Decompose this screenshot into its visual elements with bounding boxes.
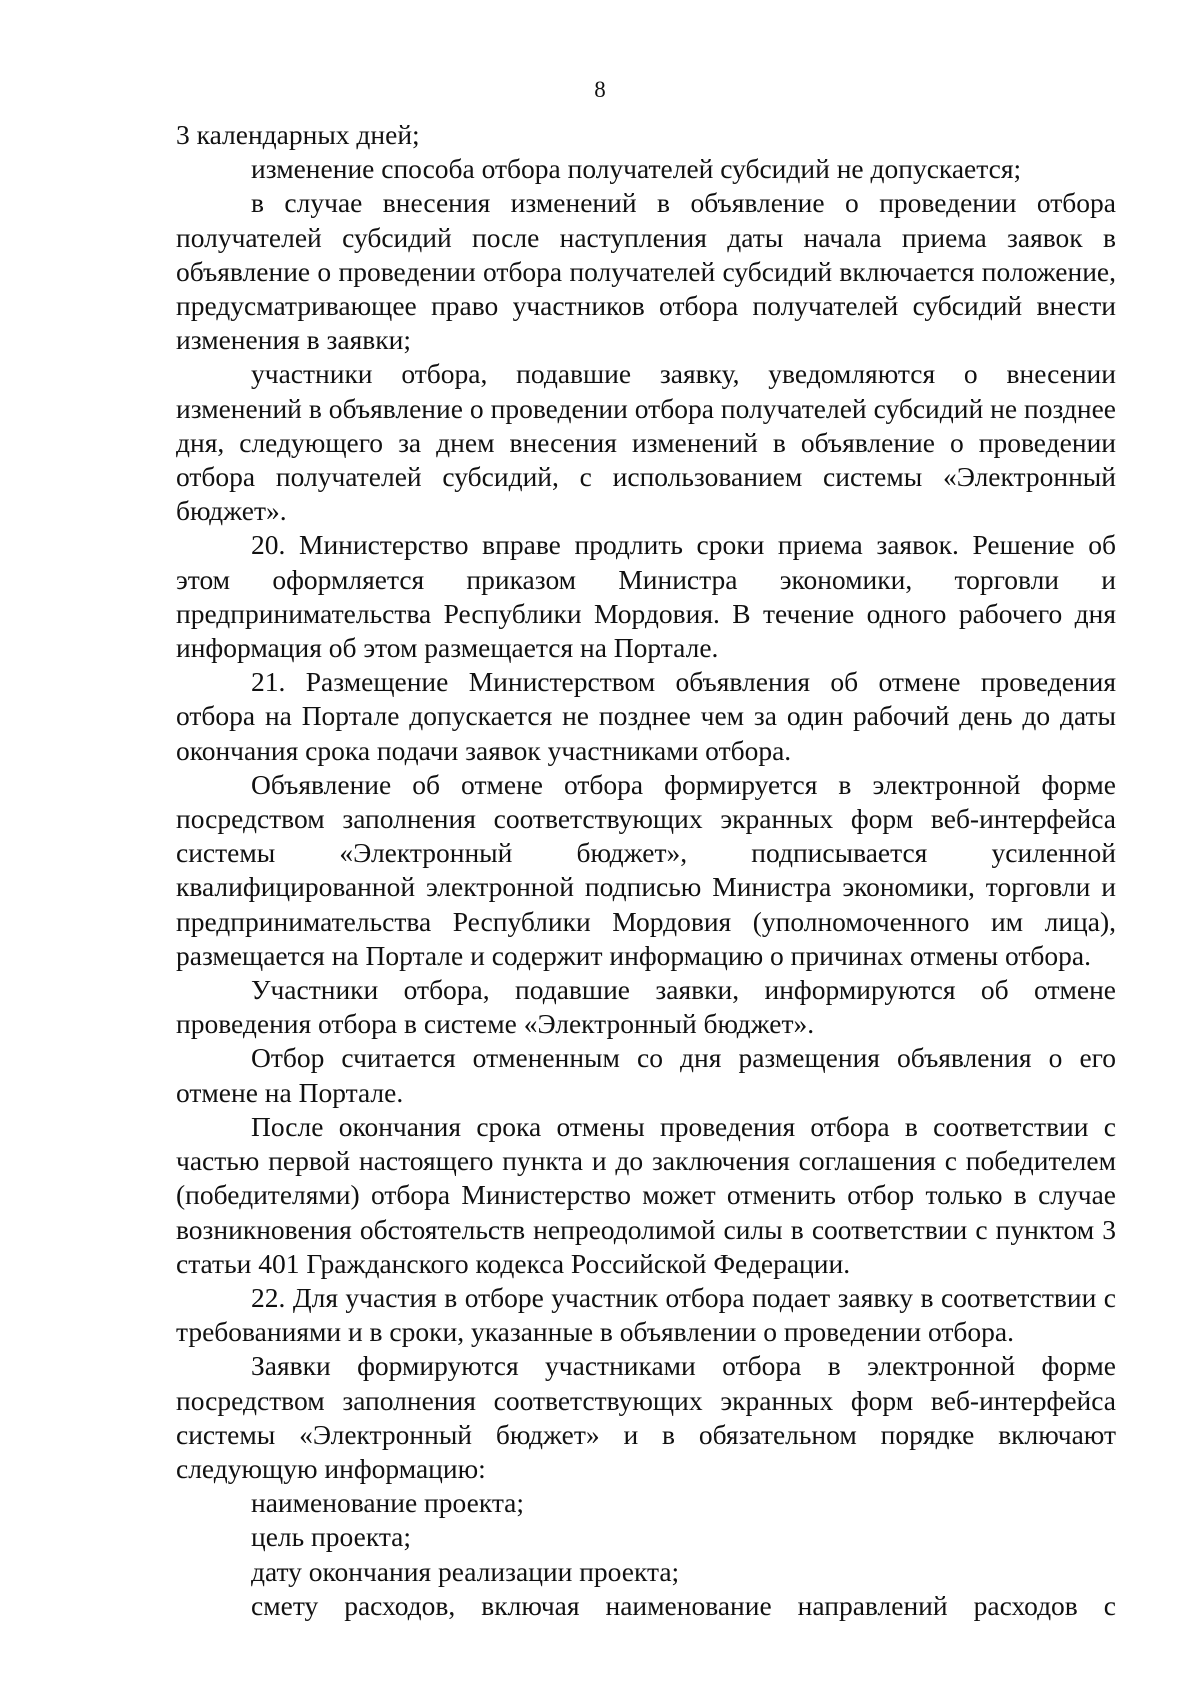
paragraph: После окончания срока отмены проведения отбора в соответствии с частью первой настоящего пункта и до заключения соглашения с победителем (победителями) отбора Министерство может отменить отбор только в случае возникновения обстоятельств непреодолимой силы в соответствии с пунктом 3 статьи 401 Гражданского кодекса Российской Федерации.	[176, 1110, 1116, 1279]
paragraph: Заявки формируются участниками отбора в электронной форме посредством заполнения соответствующих экранных форм веб-интерфейса системы «Электронный бюджет» и в обязательном порядке включают следующую информацию:	[176, 1350, 1116, 1484]
page-number: 8	[594, 77, 606, 102]
paragraph: в случае внесения изменений в объявление о проведении отбора получателей субсидий после наступления даты начала приема заявок в объявление о проведении отбора получателей субсидий включается положение, предусматривающее право участников отбора получателей субсидий внести изменения в заявки;	[176, 187, 1116, 356]
paragraph: наименование проекта;	[251, 1487, 525, 1519]
paragraph: дату окончания реализации проекта;	[251, 1555, 680, 1587]
document-body	[176, 118, 1116, 1623]
paragraph: 21. Размещение Министерством объявления об отмене проведения отбора на Портале допускается не позднее чем за один рабочий день до даты окончания срока подачи заявок участниками отбора.	[176, 666, 1116, 766]
paragraph: 3 календарных дней;	[176, 119, 420, 150]
paragraph: 22. Для участия в отборе участник отбора подает заявку в соответствии с требованиями и в сроки, указанные в объявлении о проведении отбора.	[176, 1281, 1116, 1348]
paragraph: Участники отбора, подавшие заявки, информируются об отмене проведения отбора в системе «Электронный бюджет».	[176, 974, 1116, 1040]
paragraph: 20. Министерство вправе продлить сроки приема заявок. Решение об этом оформляется приказом Министра экономики, торговли и предпринимательства Республики Мордовия. В течение одного рабочего дня информация об этом размещается на Портале.	[176, 529, 1116, 664]
paragraph: Объявление об отмене отбора формируется в электронной форме посредством заполнения соответствующих экранных форм веб-интерфейса системы «Электронный бюджет», подписывается усиленной квалифицированной электронной подписью Министра экономики, торговли и предпринимательства Республики Мордовия (уполномоченного им лица), размещается на Портале и содержит информацию о причинах отмены отбора.	[176, 768, 1116, 971]
paragraph: цель проекта;	[251, 1521, 412, 1553]
paragraph: изменение способа отбора получателей субсидий не допускается;	[251, 153, 1022, 185]
paragraph: Отбор считается отмененным со дня размещения объявления о его отмене на Портале.	[176, 1042, 1116, 1108]
paragraph: смету расходов, включая наименование направлений расходов с	[251, 1589, 1116, 1621]
paragraph: участники отбора, подавшие заявку, уведомляются о внесении изменений в объявление о проведении отбора получателей субсидий не позднее дня, следующего за днем внесения изменений в объявление о проведении отбора получателей субсидий, с использованием системы «Электронный бюджет».	[176, 358, 1116, 527]
